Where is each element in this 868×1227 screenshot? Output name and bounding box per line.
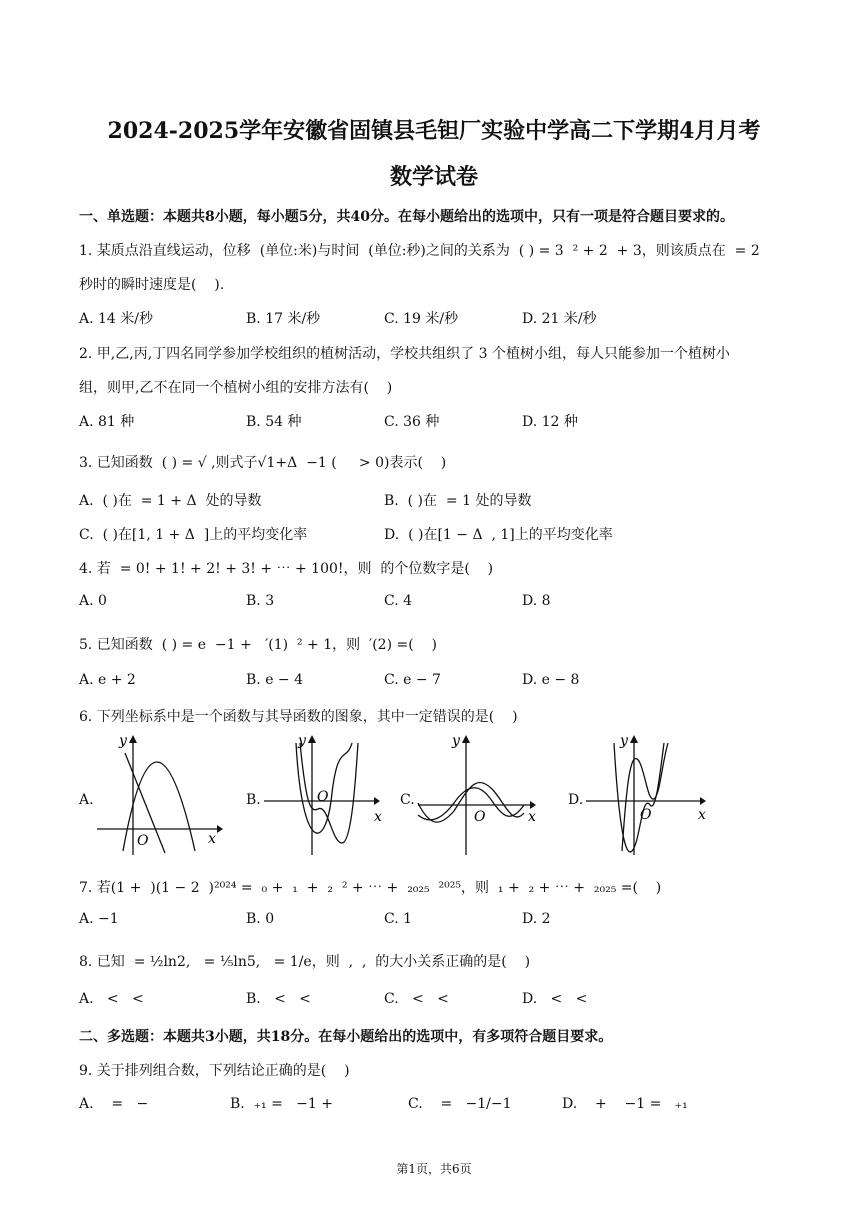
q5-option-a: A. e + 2 (79, 672, 136, 688)
q4-option-d: D. 8 (522, 593, 551, 609)
q6-graph-a (95, 733, 225, 858)
q5-option-d: D. e − 8 (522, 672, 580, 688)
q1-text-line-1: 1. 某质点沿直线运动，位移 (单位:米)与时间 (单位:秒)之间的关系为 ( ) = 3 ² + 2 + 3，则该质点在 = 2 (79, 243, 760, 259)
q8-option-b: B. < < (246, 991, 311, 1007)
q7-option-d: D. 2 (522, 911, 551, 927)
title-line-2: 数学试卷 (389, 164, 478, 190)
q6-graph-d (584, 733, 714, 858)
q2-option-d: D. 12 种 (522, 414, 578, 430)
q6-graph-a-x-label: x (208, 831, 216, 847)
q8-option-c: C. < < (384, 991, 449, 1007)
q2-text-line-1: 2. 甲,乙,丙,丁四名同学参加学校组织的植树活动，学校共组织了 3 个植树小组，每人只能参加一个植树小 (79, 346, 730, 362)
q6-graph-a-origin: O (137, 833, 149, 849)
q9-option-b: B. ₊₁ = −1 + (230, 1096, 333, 1112)
q1-option-c: C. 19 米/秒 (384, 311, 459, 327)
q7-option-b: B. 0 (246, 911, 275, 927)
q4-option-a: A. 0 (79, 593, 107, 609)
title-line-1: 2024-2025学年安徽省固镇县毛钽厂实验中学高二下学期4月月考 (107, 118, 761, 144)
section-1-heading: 一、单选题：本题共8小题，每小题5分，共40分。在每小题给出的选项中，只有一项是符合题目要求的。 (79, 209, 734, 225)
q3-option-a: A. ( )在 = 1 + Δ 处的导数 (79, 493, 262, 509)
q2-option-a: A. 81 种 (79, 414, 135, 430)
section-2-heading: 二、多选题：本题共3小题，共18分。在每小题给出的选项中，有多项符合题目要求。 (79, 1029, 613, 1045)
q3-option-d: D. ( )在[1 − Δ , 1]上的平均变化率 (384, 527, 613, 543)
q4-option-b: B. 3 (246, 593, 275, 609)
q6-text-line-1: 6. 下列坐标系中是一个函数与其导函数的图象，其中一定错误的是( ) (79, 709, 518, 725)
q9-option-a: A. = − (79, 1096, 149, 1112)
q6-option-d-label: D. (568, 792, 584, 808)
q6-graph-c (416, 733, 546, 858)
q1-option-b: B. 17 米/秒 (246, 311, 321, 327)
q5-option-c: C. e − 7 (384, 672, 441, 688)
q6-graph-b (262, 733, 392, 858)
q6-graph-b-origin: O (317, 789, 329, 805)
q7-text-line-1: 7. 若(1 + )(1 − 2 )²⁰²⁴ = ₀ + ₁ + ₂ ² + ⋯ + ₂₀₂₅ ²⁰²⁵，则 ₁ + ₂ + ⋯ + ₂₀₂₅ =( ) (79, 880, 662, 896)
q6-graph-d-y-label: y (620, 733, 628, 749)
q1-text-line-2: 秒时的瞬时速度是( ). (79, 277, 225, 293)
q6-option-a-label: A. (79, 792, 94, 808)
q7-option-a: A. −1 (79, 911, 119, 927)
q2-option-c: C. 36 种 (384, 414, 440, 430)
page-footer: 第1页，共6页 (396, 1162, 472, 1176)
q6-graph-a-y-label: y (119, 733, 127, 749)
q8-text-line-1: 8. 已知 = ½ln2, = ⅕ln5, = 1/e，则 , , 的大小关系正确的是( ) (79, 954, 531, 970)
q6-option-b-label: B. (246, 792, 261, 808)
q9-option-d: D. + −1 = ₊₁ (562, 1096, 688, 1112)
q6-graph-c-origin: O (474, 809, 486, 825)
q6-graph-b-y-label: y (298, 733, 306, 749)
q6-graph-c-x-label: x (528, 809, 536, 825)
q6-option-c-label: C. (400, 792, 415, 808)
q6-graph-c-y-label: y (452, 733, 460, 749)
q3-option-b: B. ( )在 = 1 处的导数 (384, 493, 532, 509)
q2-option-b: B. 54 种 (246, 414, 302, 430)
q3-option-c: C. ( )在[1, 1 + Δ ]上的平均变化率 (79, 527, 308, 543)
q2-text-line-2: 组，则甲,乙不在同一个植树小组的安排方法有( ) (79, 380, 393, 396)
q9-text-line-1: 9. 关于排列组合数，下列结论正确的是( ) (79, 1063, 350, 1079)
q5-option-b: B. e − 4 (246, 672, 304, 688)
q5-text-line-1: 5. 已知函数 ( ) = e −1 + ′(1) ² + 1，则 ′(2) =( ) (79, 637, 437, 653)
q1-option-a: A. 14 米/秒 (79, 311, 153, 327)
q8-option-a: A. < < (79, 991, 144, 1007)
q6-graph-d-x-label: x (698, 807, 706, 823)
q4-text-line-1: 4. 若 = 0! + 1! + 2! + 3! + ⋯ + 100!，则 的个位数字是( ) (79, 561, 494, 577)
q6-graph-d-origin: O (640, 807, 652, 823)
q3-text-line-1: 3. 已知函数 ( ) = √ ,则式子√1+Δ −1 ( > 0)表示( ) (79, 455, 447, 471)
q7-option-c: C. 1 (384, 911, 413, 927)
q4-option-c: C. 4 (384, 593, 413, 609)
q6-graph-b-x-label: x (374, 809, 382, 825)
q9-option-c: C. = −1/−1 (408, 1096, 512, 1112)
q8-option-d: D. < < (522, 991, 588, 1007)
q1-option-d: D. 21 米/秒 (522, 311, 597, 327)
